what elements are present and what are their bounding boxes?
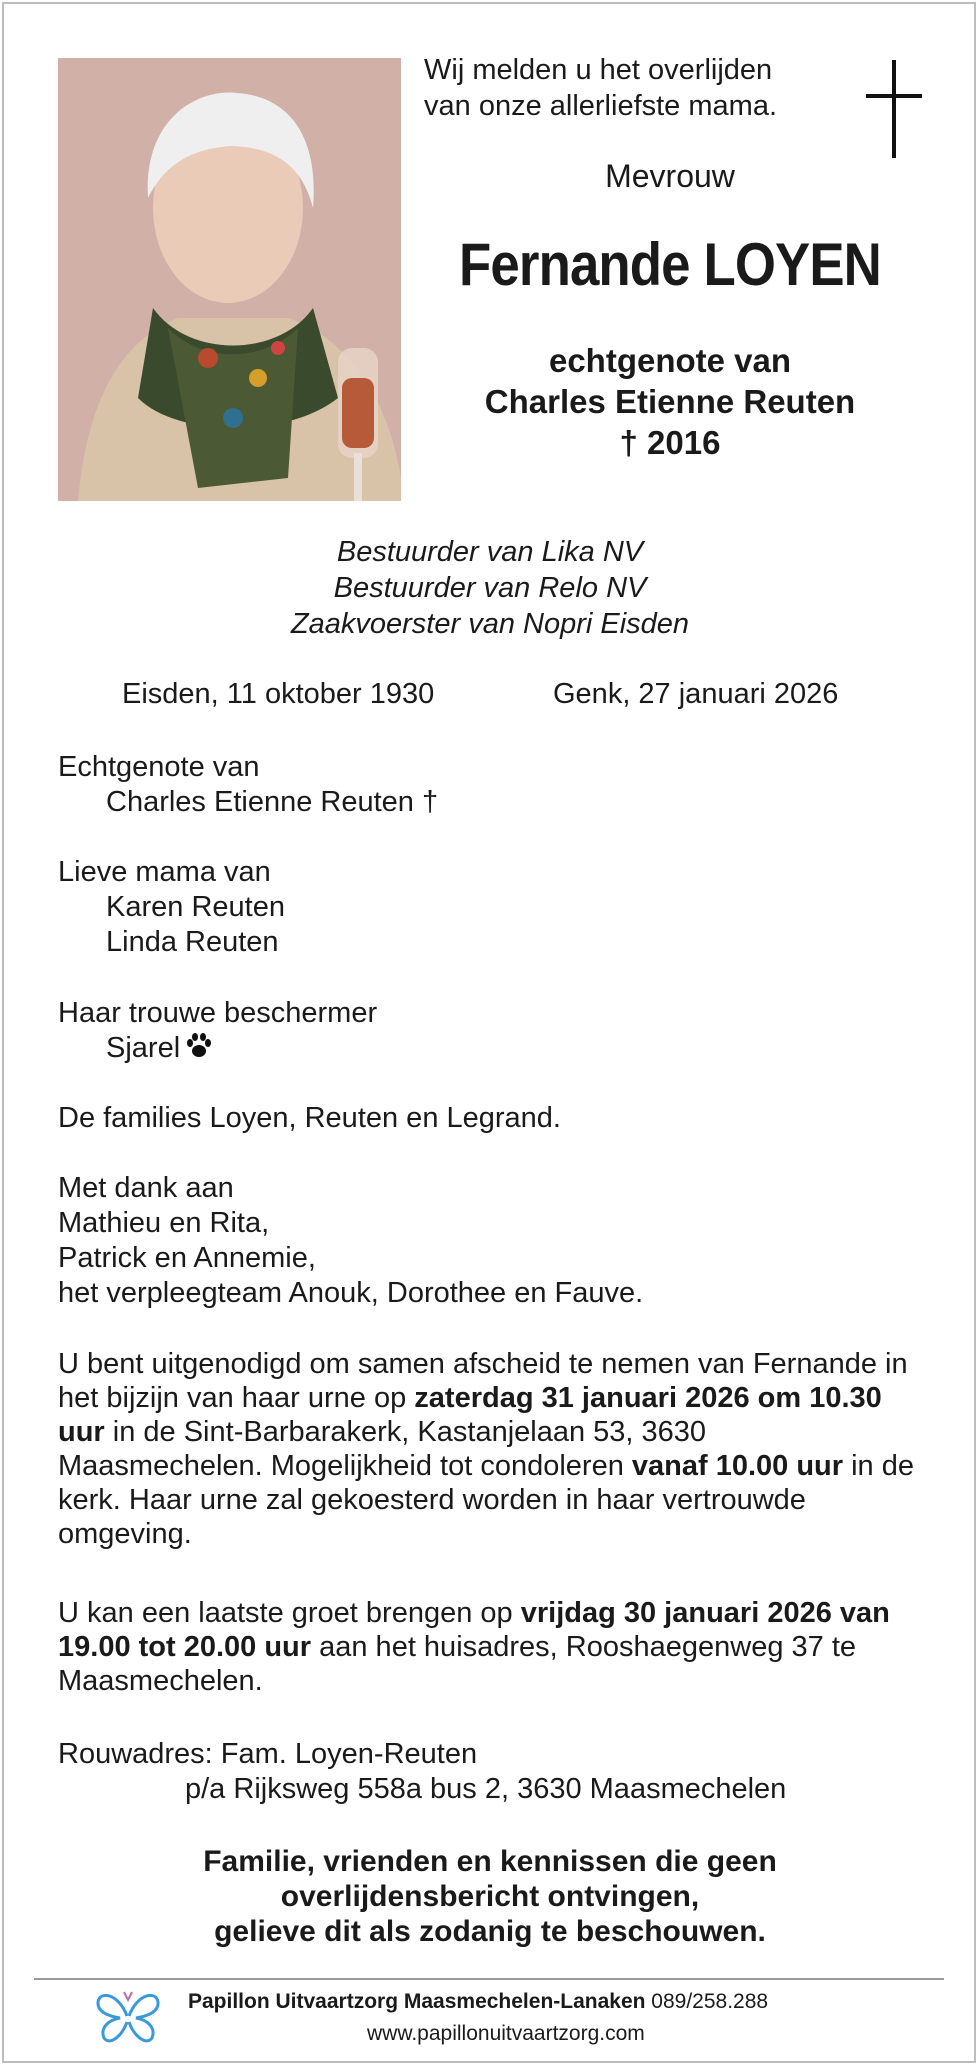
pet-line <box>58 1031 918 1066</box>
visit-date: vrijdag 30 januari 2026 van 19.00 tot 20.00 uur <box>58 1597 890 1663</box>
address-line-1: Rouwadres: Fam. Loyen-Reuten <box>58 1738 478 1770</box>
intro-line-1: Wij melden u het overlijden <box>424 54 773 86</box>
death-date: Genk, 27 januari 2026 <box>553 678 839 710</box>
intro-line-2: van onze allerliefste mama. <box>424 90 777 122</box>
ceremony-text: in de kerk. Haar urne zal gekoesterd worden in haar vertrouwde omgeving. <box>58 1450 914 1550</box>
birth-date: Eisden, 11 oktober 1930 <box>122 678 435 710</box>
spouse-heading <box>410 340 930 463</box>
ceremony-paragraph <box>58 1347 918 1551</box>
funeral-home-phone: 089/258.288 <box>645 1990 769 2013</box>
thanks-line: het verpleegteam Anouk, Dorothee en Fauve. <box>58 1277 644 1309</box>
intro-text <box>424 52 777 124</box>
families-line: De families Loyen, Reuten en Legrand. <box>58 1102 561 1134</box>
pet-section <box>58 996 918 1066</box>
thanks-label: Met dank aan <box>58 1172 234 1204</box>
visit-paragraph <box>58 1596 918 1698</box>
spouse-label: Echtgenote van <box>58 751 260 783</box>
pet-label: Haar trouwe beschermer <box>58 997 378 1029</box>
role-item: Bestuurder van Relo NV <box>333 572 647 604</box>
honorific: Mevrouw <box>605 158 735 194</box>
cross-icon <box>866 60 922 160</box>
closing-line: overlijdensbericht ontvingen, <box>280 1880 700 1913</box>
spouse-heading-line-3: † 2016 <box>619 424 721 461</box>
visit-text: U kan een laatste groet brengen op <box>58 1597 521 1629</box>
thanks-line: Mathieu en Rita, <box>58 1207 270 1239</box>
thanks-section <box>58 1171 918 1311</box>
thanks-line: Patrick en Annemie, <box>58 1242 316 1274</box>
funeral-home-line <box>188 1990 768 2014</box>
closing-line: Familie, vrienden en kennissen die geen <box>203 1845 777 1878</box>
portrait-photo <box>58 58 401 501</box>
child-name: Linda Reuten <box>106 926 279 958</box>
pet-name: Sjarel <box>106 1032 181 1064</box>
ceremony-date: zaterdag 31 januari 2026 om 10.30 uur <box>58 1382 882 1448</box>
closing-line: gelieve dit als zodanig te beschouwen. <box>214 1915 766 1948</box>
address-section <box>58 1737 918 1807</box>
visit-text: aan het huisadres, Rooshaegenweg 37 te Maasmechelen. <box>58 1631 857 1697</box>
ceremony-text: in de Sint-Barbarakerk, Kastanjelaan 53, 3630 Maasmechelen. Mogelijkheid tot condoleren <box>58 1416 707 1482</box>
paw-icon <box>184 1032 214 1060</box>
funeral-home-name: Papillon Uitvaartzorg Maasmechelen-Lanaken <box>188 1990 646 2013</box>
closing-note <box>0 1844 980 1949</box>
spouse-name: Charles Etienne Reuten † <box>106 786 439 818</box>
children-label: Lieve mama van <box>58 856 271 888</box>
deceased-name: Fernande LOYEN <box>459 231 881 298</box>
spouse-heading-line-1: echtgenote van <box>548 342 792 379</box>
butterfly-logo-icon <box>94 1986 162 2050</box>
children-section <box>58 855 918 960</box>
spouse-heading-line-2: Charles Etienne Reuten <box>484 383 856 420</box>
ceremony-text: U bent uitgenodigd om samen afscheid te nemen van Fernande in het bijzijn van haar urne op <box>58 1348 908 1414</box>
roles-list <box>0 534 980 642</box>
funeral-home-website[interactable]: www.papillonuitvaartzorg.com <box>367 2022 645 2045</box>
child-name: Karen Reuten <box>106 891 285 923</box>
spouse-section <box>58 750 918 820</box>
footer-divider <box>34 1978 944 1980</box>
role-item: Zaakvoerster van Nopri Eisden <box>290 608 690 640</box>
address-line-2: p/a Rijksweg 558a bus 2, 3630 Maasmechelen <box>185 1773 787 1805</box>
condolence-time: vanaf 10.00 uur <box>631 1450 844 1482</box>
role-item: Bestuurder van Lika NV <box>336 536 644 568</box>
